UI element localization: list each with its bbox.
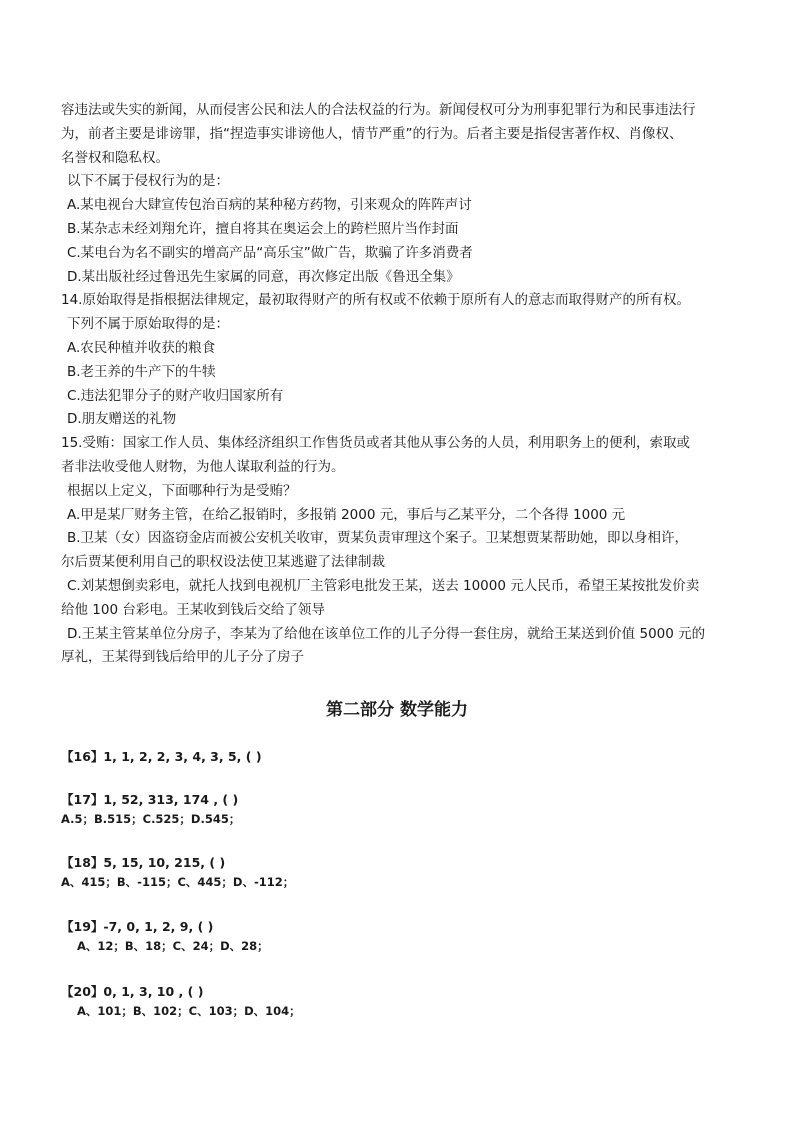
question-20 xyxy=(61,982,741,1021)
question-title: 【16】1, 1, 2, 2, 3, 4, 3, 5, ( ) xyxy=(61,749,262,764)
question-16 xyxy=(61,747,741,767)
section-heading: 第二部分 数学能力 xyxy=(326,700,468,720)
option-line: A.某电视台大肆宣传包治百病的某种秘方药物，引来观众的阵阵声讨 xyxy=(67,197,472,214)
option-line: D.某出版社经过鲁迅先生家属的同意，再次修定出版《鲁迅全集》 xyxy=(67,268,460,285)
question-prompt: 以下不属于侵权行为的是： xyxy=(67,173,229,190)
option-line: D.王某主管某单位分房子，李某为了给他在该单位工作的儿子分得一套住房，就给王某送到价值 5000 元的 xyxy=(67,625,706,642)
question-17 xyxy=(61,790,741,829)
question-19 xyxy=(61,917,741,956)
question-18 xyxy=(61,853,741,892)
option-line: B.卫某（女）因盗窃金店而被公安机关收审，贾某负责审理这个案子。卫某想贾某帮助她，即以身相许， xyxy=(67,530,689,547)
question-title: 【19】-7, 0, 1, 2, 9, ( ) xyxy=(61,919,214,934)
option-line: C.某电台为名不副实的增高产品“高乐宝”做广告，欺骗了许多消费者 xyxy=(67,244,473,261)
option-line: C.刘某想倒卖彩电，就托人找到电视机厂主管彩电批发王某，送去 10000 元人民币，希望王某按批发价卖 xyxy=(67,577,700,594)
paragraph-line: 名誉权和隐私权。 xyxy=(61,149,169,166)
option-line: A.农民种植并收获的粮食 xyxy=(67,339,216,356)
question-15-line: 者非法收受他人财物，为他人谋取利益的行为。 xyxy=(61,458,345,475)
question-options: A、415；B、-115；C、445；D、-112； xyxy=(61,875,295,889)
option-line: C.违法犯罪分子的财产收归国家所有 xyxy=(67,387,284,404)
question-14-line: 14.原始取得是指根据法律规定，最初取得财产的所有权或不依赖于原所有人的意志而取得财产的所有权。 xyxy=(61,292,690,309)
option-continuation-line: 给他 100 台彩电。王某收到钱后交给了领导 xyxy=(61,601,325,618)
option-line: D.朋友赠送的礼物 xyxy=(67,411,177,428)
question-prompt: 根据以上定义，下面哪种行为是受贿？ xyxy=(67,482,297,499)
option-line: B.老王养的牛产下的牛犊 xyxy=(67,363,216,380)
option-line: A.甲是某厂财务主管，在给乙报销时，多报销 2000 元，事后与乙某平分，二个各得 1000 元 xyxy=(67,506,626,523)
option-line: B.某杂志未经刘翔允许，擅自将其在奥运会上的跨栏照片当作封面 xyxy=(67,220,459,237)
option-continuation-line: 尔后贾某便利用自己的职权设法使卫某逃避了法律制裁 xyxy=(61,554,385,571)
paragraph-line: 容违法或失实的新闻，从而侵害公民和法人的合法权益的行为。新闻侵权可分为刑事犯罪行为和民事违法行 xyxy=(61,102,696,118)
question-title: 【17】1, 52, 313, 174 , ( ) xyxy=(61,792,239,807)
question-15-line: 15.受贿：国家工作人员、集体经济组织工作售货员或者其他从事公务的人员，利用职务上的便利，索取或 xyxy=(61,435,690,452)
question-options: A、12；B、18；C、24；D、28； xyxy=(77,939,269,953)
question-prompt: 下列不属于原始取得的是： xyxy=(67,316,229,333)
question-title: 【20】0, 1, 3, 10 , ( ) xyxy=(61,984,204,999)
option-continuation-line: 厚礼，王某得到钱后给甲的儿子分了房子 xyxy=(61,649,304,666)
reading-section xyxy=(61,99,733,670)
paragraph-line: 为，前者主要是诽谤罪，指“捏造事实诽谤他人，情节严重”的行为。后者主要是指侵害著作权、肖像权、 xyxy=(61,125,683,142)
question-title: 【18】5, 15, 10, 215, ( ) xyxy=(61,855,226,870)
question-options: A.5；B.515；C.525；D.545； xyxy=(61,812,241,826)
question-options: A、101；B、102；C、103；D、104； xyxy=(77,1004,301,1018)
